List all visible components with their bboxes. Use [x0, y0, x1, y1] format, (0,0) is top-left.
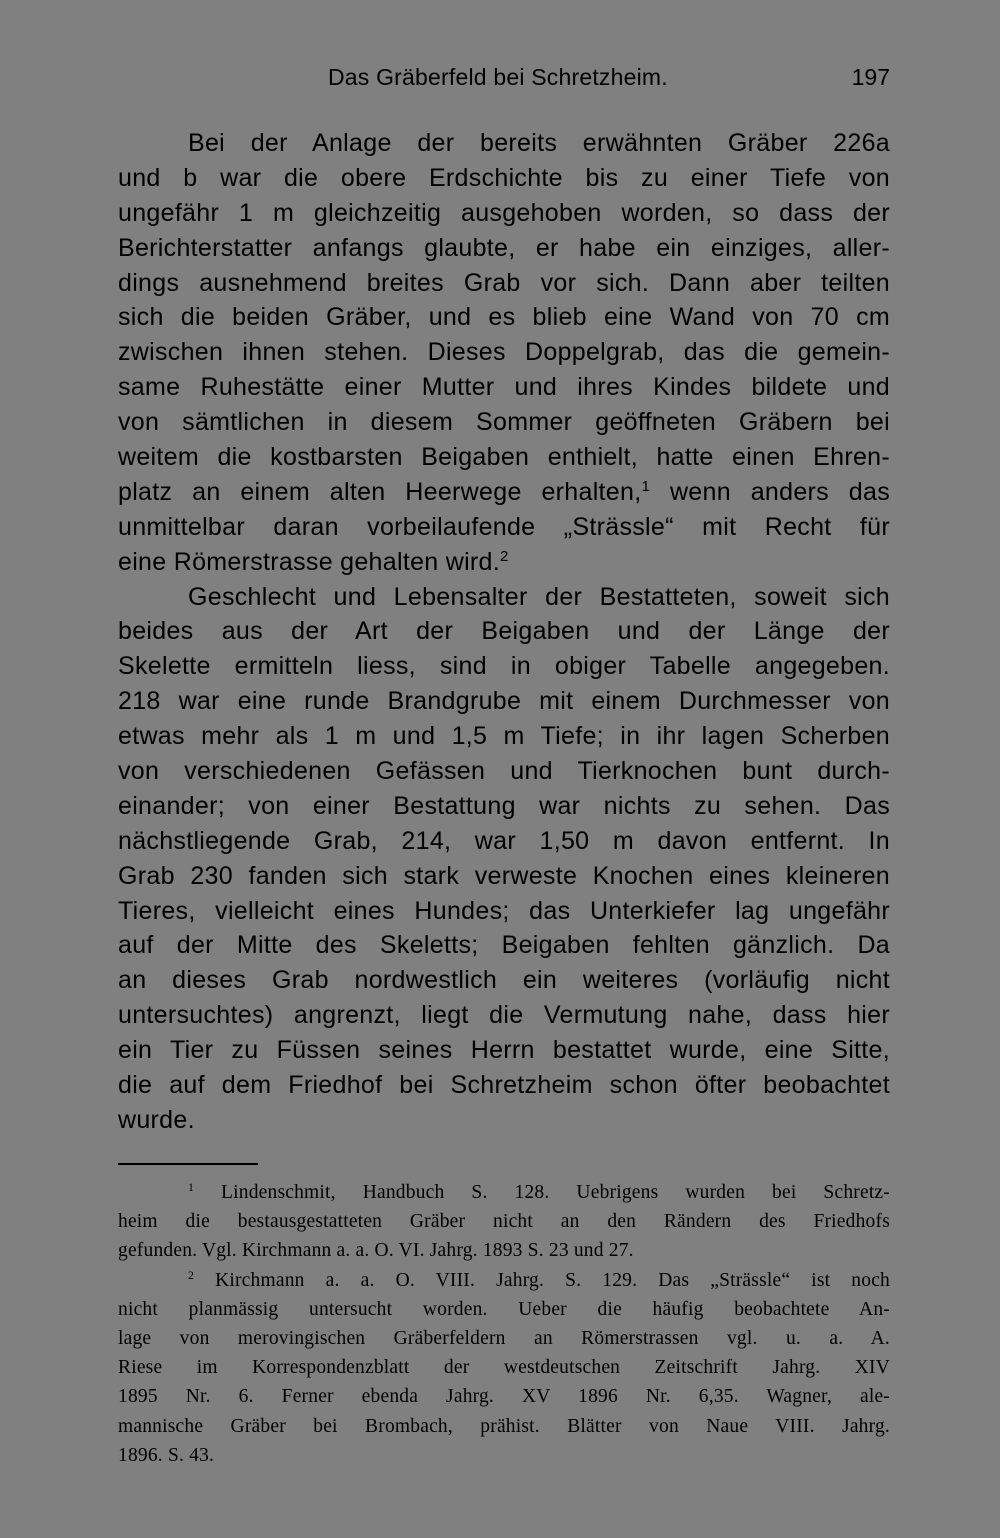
running-title: Das Gräberfeld bei Schretzheim.	[328, 64, 668, 90]
text-line: Skelette ermitteln liess, sind in obiger Tabelle angegeben.	[118, 652, 890, 681]
text-line: unmittelbar daran vorbeilaufende „Strässle“ mit Recht für	[118, 512, 890, 541]
page-number: 197	[851, 64, 890, 90]
text-line: zwischen ihnen stehen. Dieses Doppelgrab, das die gemein-	[118, 338, 890, 367]
text-line: etwas mehr als 1 m und 1,5 m Tiefe; in ihr lagen Scherben	[118, 722, 890, 751]
footnote-line: 1896. S. 43.	[118, 1444, 215, 1466]
footnote-text: Lindenschmit, Handbuch S. 128. Uebrigens wurden bei Schretz-	[194, 1182, 890, 1203]
text-line: weitem die kostbarsten Beigaben enthielt, hatte einen Ehren-	[118, 443, 890, 472]
text-line: die auf dem Friedhof bei Schretzheim schon öfter beobachtet	[118, 1071, 890, 1100]
footnote-divider	[118, 1163, 258, 1165]
text-fragment: eine Römerstrasse gehalten wird.	[118, 547, 500, 576]
text-line: von verschiedenen Gefässen und Tierknochen bunt durch-	[118, 757, 890, 786]
footnote-text: Kirchmann a. a. O. VIII. Jahrg. S. 129. Das „Strässle“ ist noch	[194, 1269, 890, 1291]
footnote-ref-2[interactable]: 2	[500, 547, 509, 565]
text-line: dings ausnehmend breites Grab vor sich. Dann aber teilten	[118, 268, 890, 297]
text-fragment: platz an einem alten Heerwege erhalten,	[118, 477, 642, 506]
text-line: einander; von einer Bestattung war nichts zu sehen. Das	[118, 791, 890, 820]
footnote-ref-1[interactable]: 1	[641, 477, 651, 495]
footnote-line: heim die bestausgestatteten Gräber nicht an den Rändern des Friedhofs	[118, 1211, 890, 1233]
text-line: Berichterstatter anfangs glaubte, er habe ein einziges, aller-	[118, 233, 890, 262]
footnote-line: Riese im Korrespondenzblatt der westdeutschen Zeitschrift Jahrg. XIV	[118, 1357, 890, 1379]
text-line: an dieses Grab nordwestlich ein weiteres (vorläufig nicht	[118, 966, 890, 995]
footnote-mark-1: 1	[188, 1180, 195, 1194]
text-fragment: wenn anders das	[650, 477, 890, 506]
text-line: ein Tier zu Füssen seines Herrn bestattet wurde, eine Sitte,	[118, 1036, 890, 1065]
footnote-line: lage von merovingischen Gräberfeldern an Römerstrassen vgl. u. a. A.	[118, 1327, 890, 1349]
footnote-line: 1895 Nr. 6. Ferner ebenda Jahrg. XV 1896 Nr. 6,35. Wagner, ale-	[118, 1386, 890, 1408]
text-line: Grab 230 fanden sich stark verweste Knochen eines kleineren	[118, 861, 890, 890]
text-line: Geschlecht und Lebensalter der Bestatteten, soweit sich	[188, 582, 890, 611]
text-line	[118, 545, 890, 580]
page-header	[118, 64, 890, 98]
text-line: wurde.	[118, 1105, 195, 1134]
text-line: sich die beiden Gräber, und es blieb eine Wand von 70 cm	[118, 303, 890, 332]
text-line: untersuchtes) angrenzt, liegt die Vermutung nahe, dass hier	[118, 1001, 890, 1030]
text-line: und b war die obere Erdschichte bis zu einer Tiefe von	[118, 163, 890, 192]
text-line: Bei der Anlage der bereits erwähnten Gräber 226a	[188, 129, 890, 157]
footnote-line: nicht planmässig untersucht worden. Ueber die häufig beobachtete An-	[118, 1298, 890, 1320]
footnote-mark-2: 2	[188, 1268, 195, 1282]
footnote-line	[118, 1178, 890, 1207]
text-line: nächstliegende Grab, 214, war 1,50 m davon entfernt. In	[118, 826, 890, 855]
text-line: same Ruhestätte einer Mutter und ihres Kindes bildete und	[118, 373, 890, 402]
footnotes	[118, 1178, 890, 1470]
text-line: von sämtlichen in diesem Sommer geöffneten Gräbern bei	[118, 408, 890, 437]
main-text	[118, 126, 890, 1138]
footnote-line: mannische Gräber bei Brombach, prähist. Blätter von Naue VIII. Jahrg.	[118, 1415, 890, 1437]
text-line	[118, 475, 890, 510]
footnote-line	[118, 1266, 890, 1295]
footnote-line: gefunden. Vgl. Kirchmann a. a. O. VI. Jahrg. 1893 S. 23 und 27.	[118, 1240, 634, 1262]
text-line: 218 war eine runde Brandgrube mit einem Durchmesser von	[118, 687, 890, 716]
text-line: auf der Mitte des Skeletts; Beigaben fehlten gänzlich. Da	[118, 931, 890, 960]
text-line: beides aus der Art der Beigaben und der Länge der	[118, 617, 890, 646]
text-line: Tieres, vielleicht eines Hundes; das Unterkiefer lag ungefähr	[118, 896, 890, 925]
text-line: ungefähr 1 m gleichzeitig ausgehoben worden, so dass der	[118, 198, 890, 227]
